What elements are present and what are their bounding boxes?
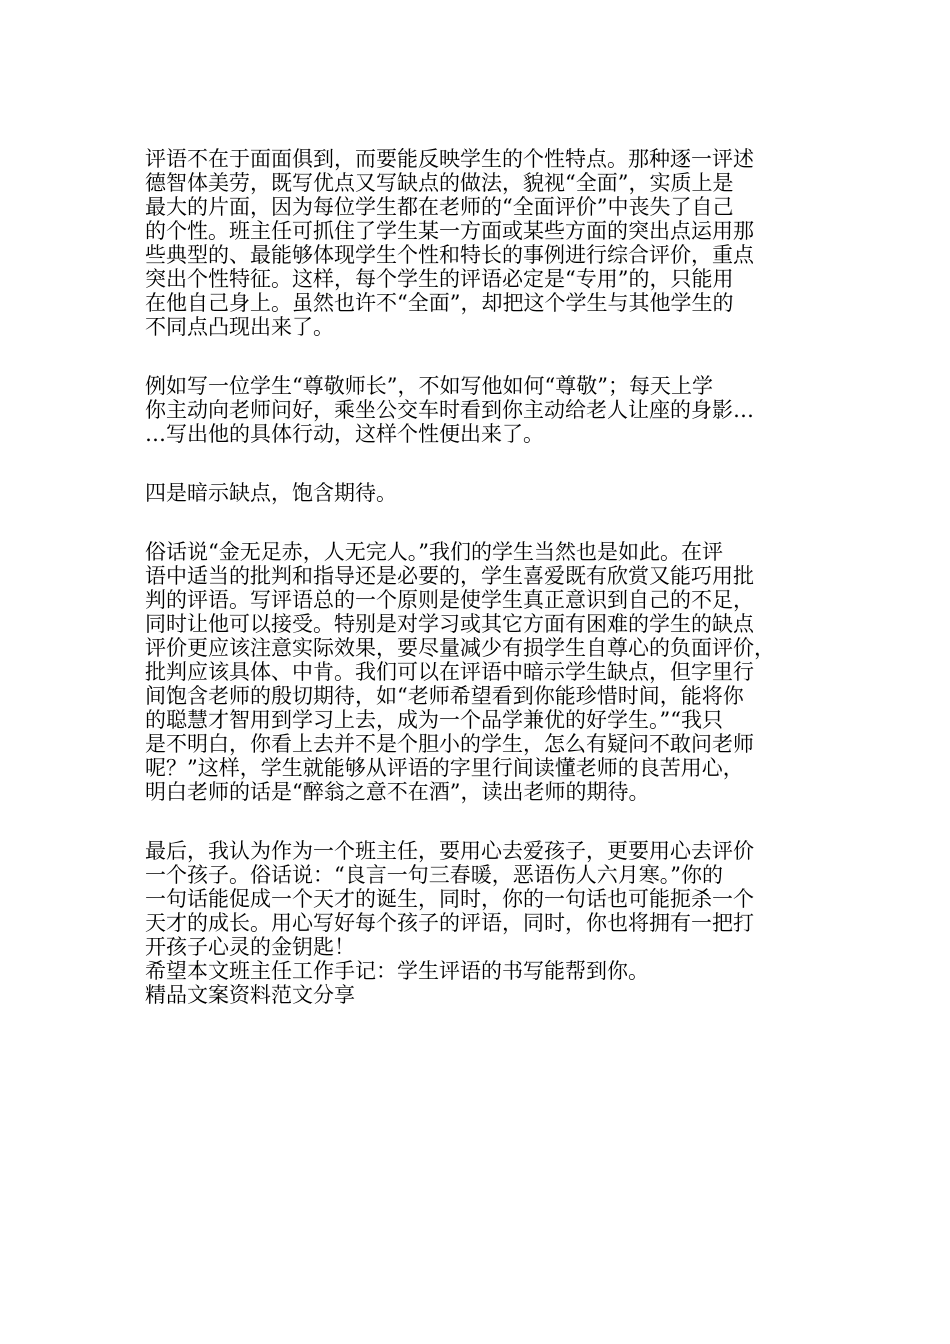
- footer-line: 精品文案资料范文分享: [145, 983, 355, 1007]
- text-line: 你主动向老师问好，乘坐公交车时看到你主动给老人让座的身影…: [145, 398, 754, 422]
- text-line: 突出个性特征。这样，每个学生的评语必定是“专用”的，只能用: [145, 267, 734, 291]
- text-line: 最大的片面，因为每位学生都在老师的“全面评价”中丧失了自己: [145, 195, 734, 219]
- text-line: 不同点凸现出来了。: [145, 315, 334, 339]
- text-line: 判的评语。写评语总的一个原则是使学生真正意识到自己的不足，: [145, 588, 754, 612]
- text-line: 一个孩子。俗话说：“良言一句三春暖，恶语伤人六月寒。”你的: [145, 863, 723, 887]
- paragraph-4: [145, 540, 805, 804]
- paragraph-spacing: [145, 804, 805, 839]
- text-line: 间饱含老师的殷切期待，如“老师希望看到你能珍惜时间，能将你: [145, 684, 744, 708]
- text-line: 在他自己身上。虽然也许不“全面”，却把这个学生与其他学生的: [145, 291, 734, 315]
- text-line: 语中适当的批判和指导还是必要的，学生喜爱既有欣赏又能巧用批: [145, 564, 754, 588]
- text-line: 例如写一位学生“尊敬师长”，不如写他如何“尊敬”；每天上学: [145, 374, 713, 398]
- text-line: 呢？”这样，学生就能够从评语的字里行间读懂老师的良苦用心，: [145, 756, 744, 780]
- text-line: 俗话说“金无足赤，人无完人。”我们的学生当然也是如此。在评: [145, 540, 723, 564]
- paragraph-spacing: [145, 505, 805, 540]
- text-line: …写出他的具体行动，这样个性便出来了。: [145, 422, 544, 446]
- text-line: 是不明白，你看上去并不是个胆小的学生，怎么有疑问不敢问老师: [145, 732, 754, 756]
- paragraph-spacing: [145, 339, 805, 374]
- text-line: 的聪慧才智用到学习上去，成为一个品学兼优的好学生。”“我只: [145, 708, 723, 732]
- text-line: 天才的成长。用心写好每个孩子的评语，同时，你也将拥有一把打: [145, 911, 754, 935]
- text-line: 明白老师的话是“醉翁之意不在酒”，读出老师的期待。: [145, 780, 650, 804]
- closing-line: 希望本文班主任工作手记：学生评语的书写能帮到你。: [145, 959, 649, 983]
- text-line: 开孩子心灵的金钥匙！: [145, 935, 355, 959]
- text-line: 评语不在于面面俱到，而要能反映学生的个性特点。那种逐一评述: [145, 147, 754, 171]
- paragraph-2: [145, 374, 805, 446]
- text-line: 最后，我认为作为一个班主任，要用心去爱孩子，更要用心去评价: [145, 839, 754, 863]
- section-heading: 四是暗示缺点，饱含期待。: [145, 481, 397, 505]
- text-line: 的个性。班主任可抓住了学生某一方面或某些方面的突出点运用那: [145, 219, 754, 243]
- text-line: 一句话能促成一个天才的诞生，同时，你的一句话也可能扼杀一个: [145, 887, 754, 911]
- text-line: 德智体美劳，既写优点又写缺点的做法，貌视“全面”，实质上是: [145, 171, 734, 195]
- text-line: 些典型的、最能够体现学生个性和特长的事例进行综合评价，重点: [145, 243, 754, 267]
- paragraph-spacing: [145, 446, 805, 481]
- document-body: [145, 147, 805, 1007]
- paragraph-3-heading: [145, 481, 805, 505]
- text-line: 批判应该具体、中肯。我们可以在评语中暗示学生缺点，但字里行: [145, 660, 754, 684]
- text-line: 同时让他可以接受。特别是对学习或其它方面有困难的学生的缺点: [145, 612, 754, 636]
- paragraph-5: [145, 839, 805, 1007]
- paragraph-1: [145, 147, 805, 339]
- text-line: 评价更应该注意实际效果，要尽量减少有损学生自尊心的负面评价，: [145, 636, 775, 660]
